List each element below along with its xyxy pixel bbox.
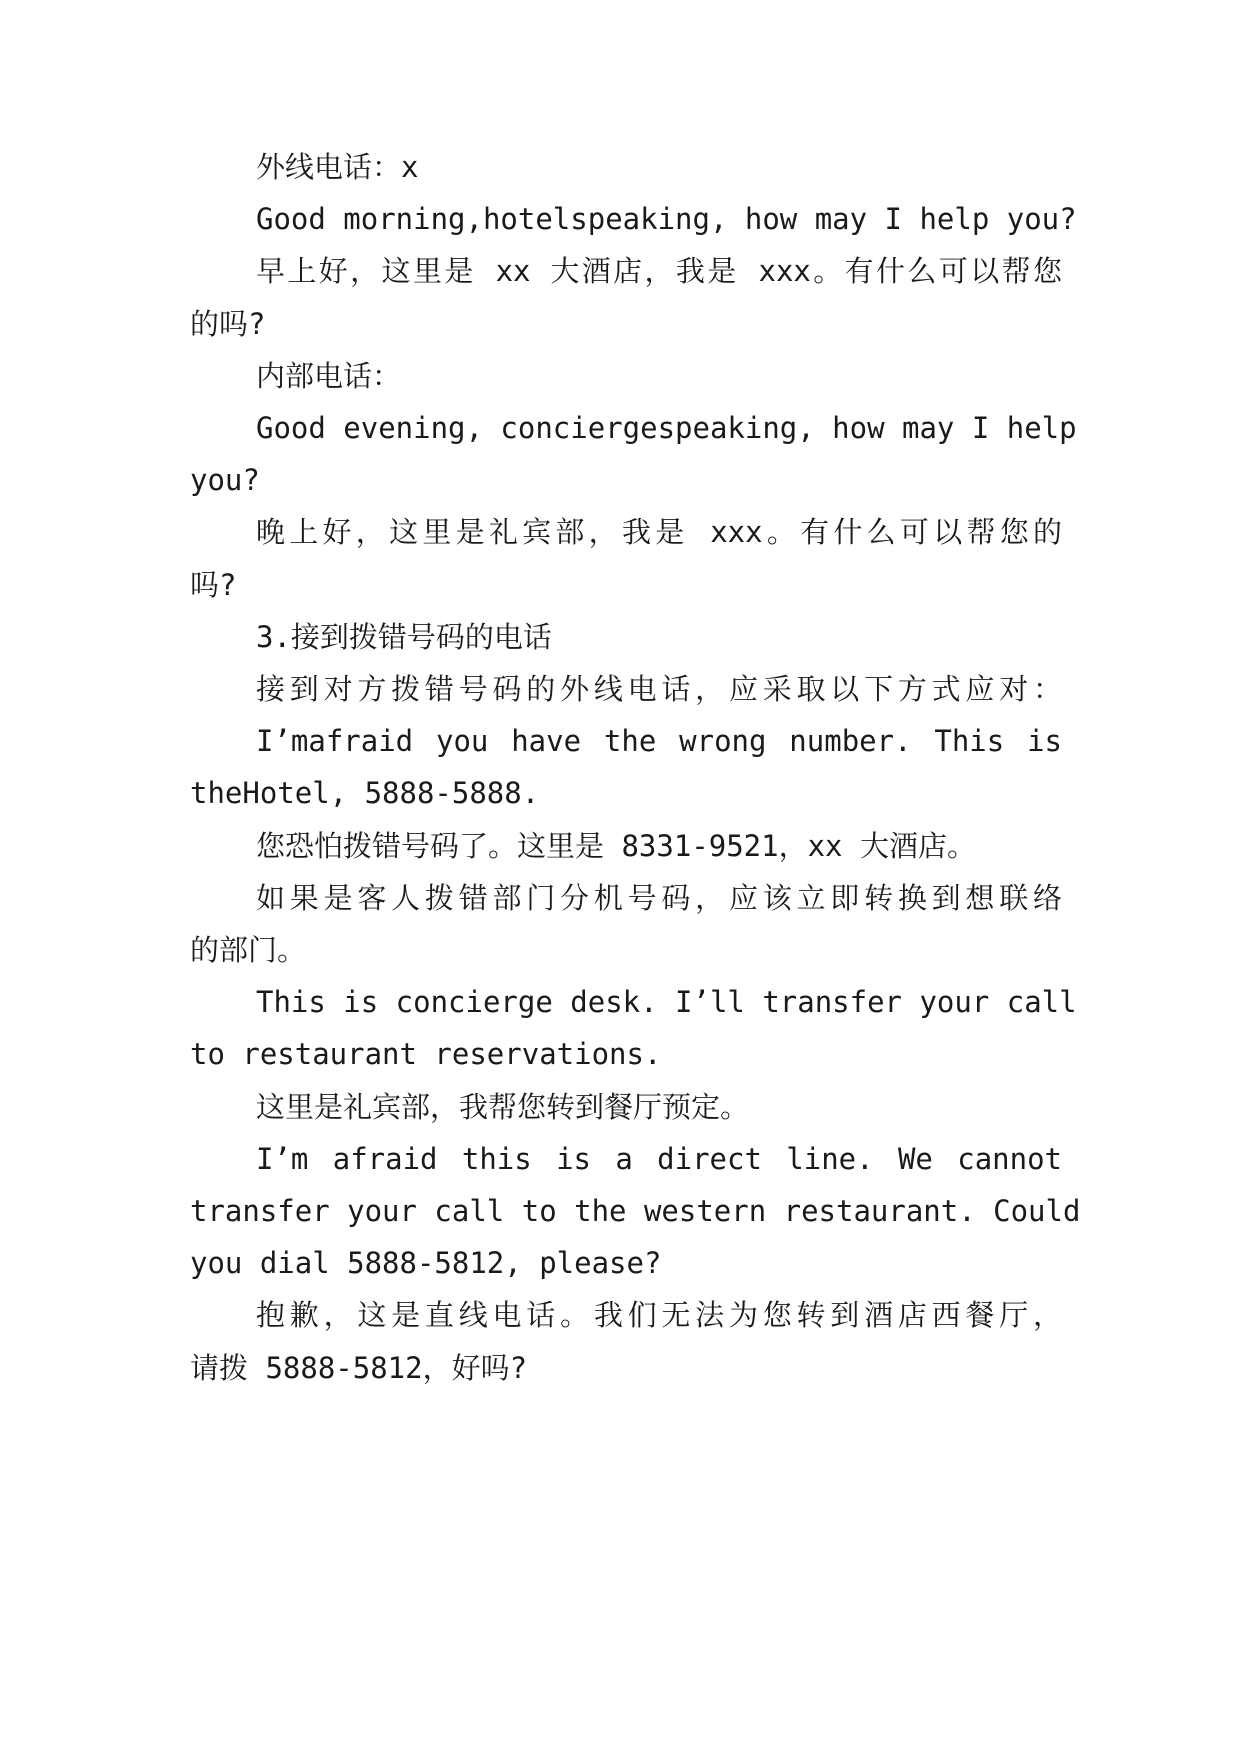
text-line: Good evening, conciergespeaking, how may I help bbox=[256, 411, 1077, 445]
text-line: 请拨 5888-5812，好吗? bbox=[190, 1351, 528, 1385]
text-line: I’mafraid you have the wrong number. This is bbox=[256, 724, 1062, 758]
text-line: 如果是客人拨错部门分机号码，应该立即转换到想联络 bbox=[256, 881, 1062, 915]
text-line: 3.接到拨错号码的电话 bbox=[256, 620, 552, 654]
text-line: 的吗? bbox=[190, 307, 266, 341]
text-line: 这里是礼宾部，我帮您转到餐厅预定。 bbox=[256, 1090, 750, 1124]
text-line: 接到对方拨错号码的外线电话，应采取以下方式应对： bbox=[256, 672, 1062, 706]
text-line: 的部门。 bbox=[190, 933, 307, 967]
text-line: 抱歉，这是直线电话。我们无法为您转到酒店西餐厅， bbox=[256, 1298, 1062, 1332]
text-line: 外线电话：x bbox=[256, 150, 419, 184]
text-line: to restaurant reservations. bbox=[190, 1037, 662, 1071]
text-line: transfer your call to the western restaurant. Could bbox=[190, 1194, 1081, 1228]
text-line: you? bbox=[190, 463, 260, 497]
text-line: 晚上好，这里是礼宾部，我是 xxx。有什么可以帮您的 bbox=[256, 515, 1062, 549]
text-line: theHotel, 5888-5888. bbox=[190, 776, 540, 810]
text-line: Good morning,hotelspeaking, how may I help you? bbox=[256, 202, 1077, 236]
text-line: 早上好，这里是 xx 大酒店，我是 xxx。有什么可以帮您 bbox=[256, 254, 1062, 288]
text-line: I’m afraid this is a direct line. We cannot bbox=[256, 1142, 1062, 1176]
text-line: you dial 5888-5812, please? bbox=[190, 1246, 662, 1280]
text-line: 吗? bbox=[190, 568, 237, 602]
text-line: 内部电话： bbox=[256, 359, 402, 393]
text-line: 您恐怕拨错号码了。这里是 8331-9521，xx 大酒店。 bbox=[256, 829, 976, 863]
text-line: This is concierge desk. I’ll transfer your call bbox=[256, 985, 1077, 1019]
